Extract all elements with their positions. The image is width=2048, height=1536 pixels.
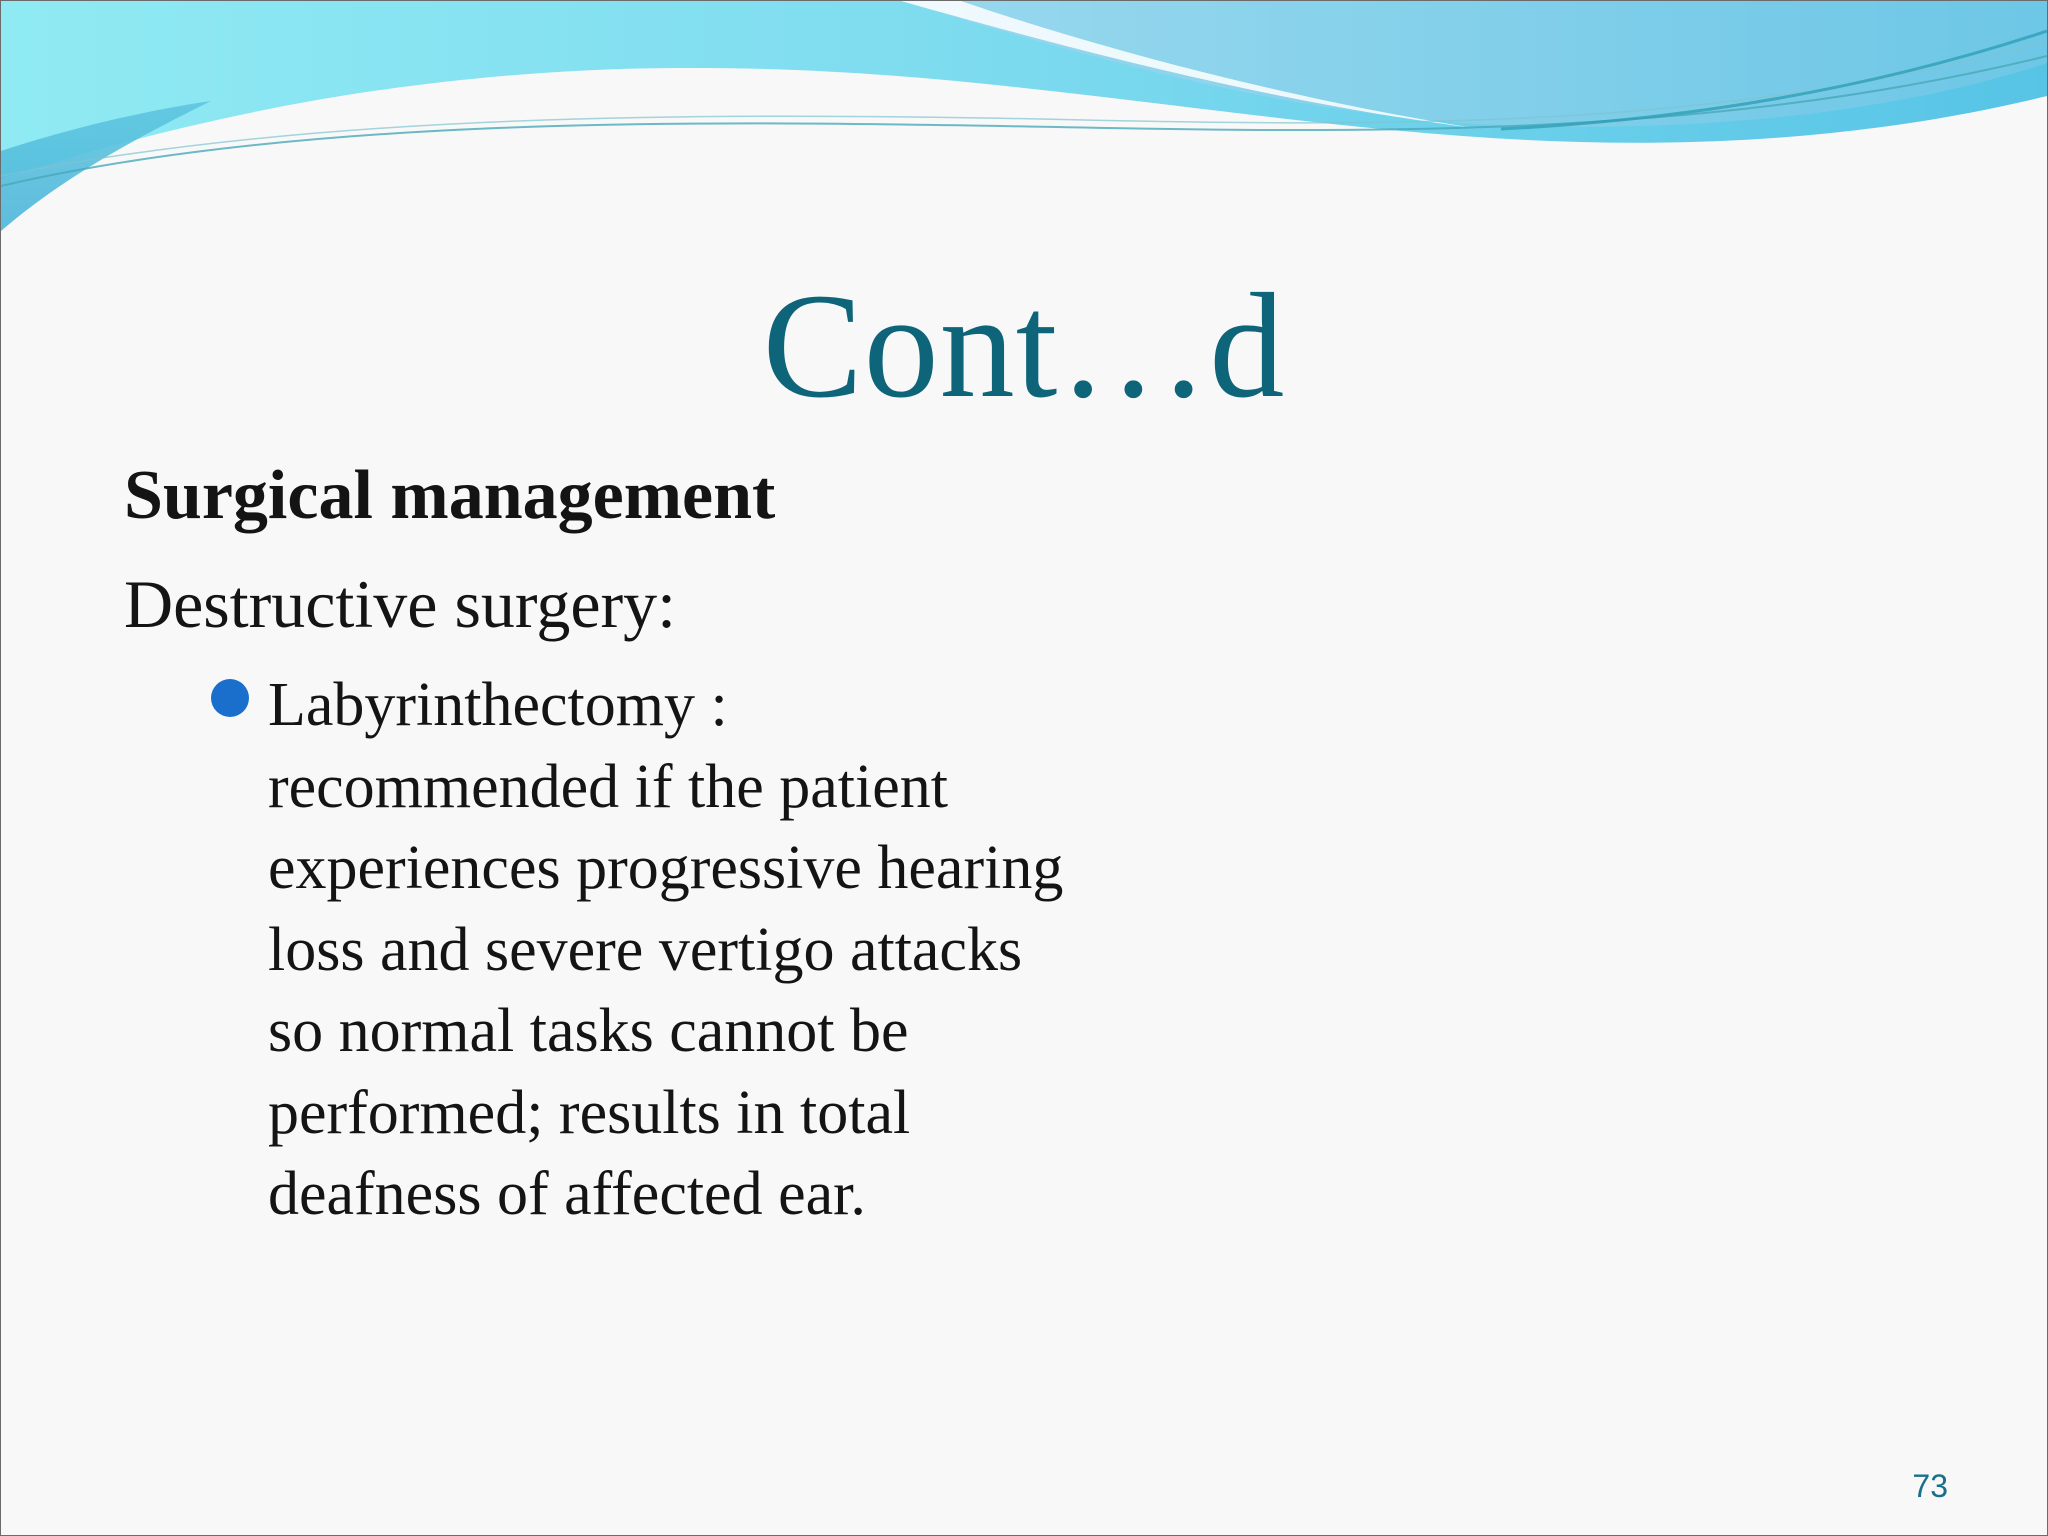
- slide-title: Cont…d: [762, 263, 1286, 429]
- header-wave-decoration: [1, 1, 2047, 241]
- bullet-text: [268, 665, 1268, 1236]
- bullet-line: recommended if the patient: [268, 752, 949, 821]
- bullet-line: performed; results in total: [268, 1078, 911, 1147]
- bullet-line: experiences progressive hearing: [268, 834, 1064, 902]
- bullet-line: so normal tasks cannot be: [268, 997, 909, 1065]
- page-number: 73: [1912, 1468, 1948, 1504]
- section-heading: Surgical management: [124, 457, 776, 534]
- bullet-line: deafness of affected ear.: [268, 1160, 866, 1228]
- bullet-line: Labyrinthectomy :: [268, 671, 728, 739]
- bullet-line: loss and severe vertigo attacks: [268, 915, 1023, 984]
- subsection-label: Destructive surgery:: [124, 566, 677, 642]
- bullet-dot-icon: [211, 679, 249, 717]
